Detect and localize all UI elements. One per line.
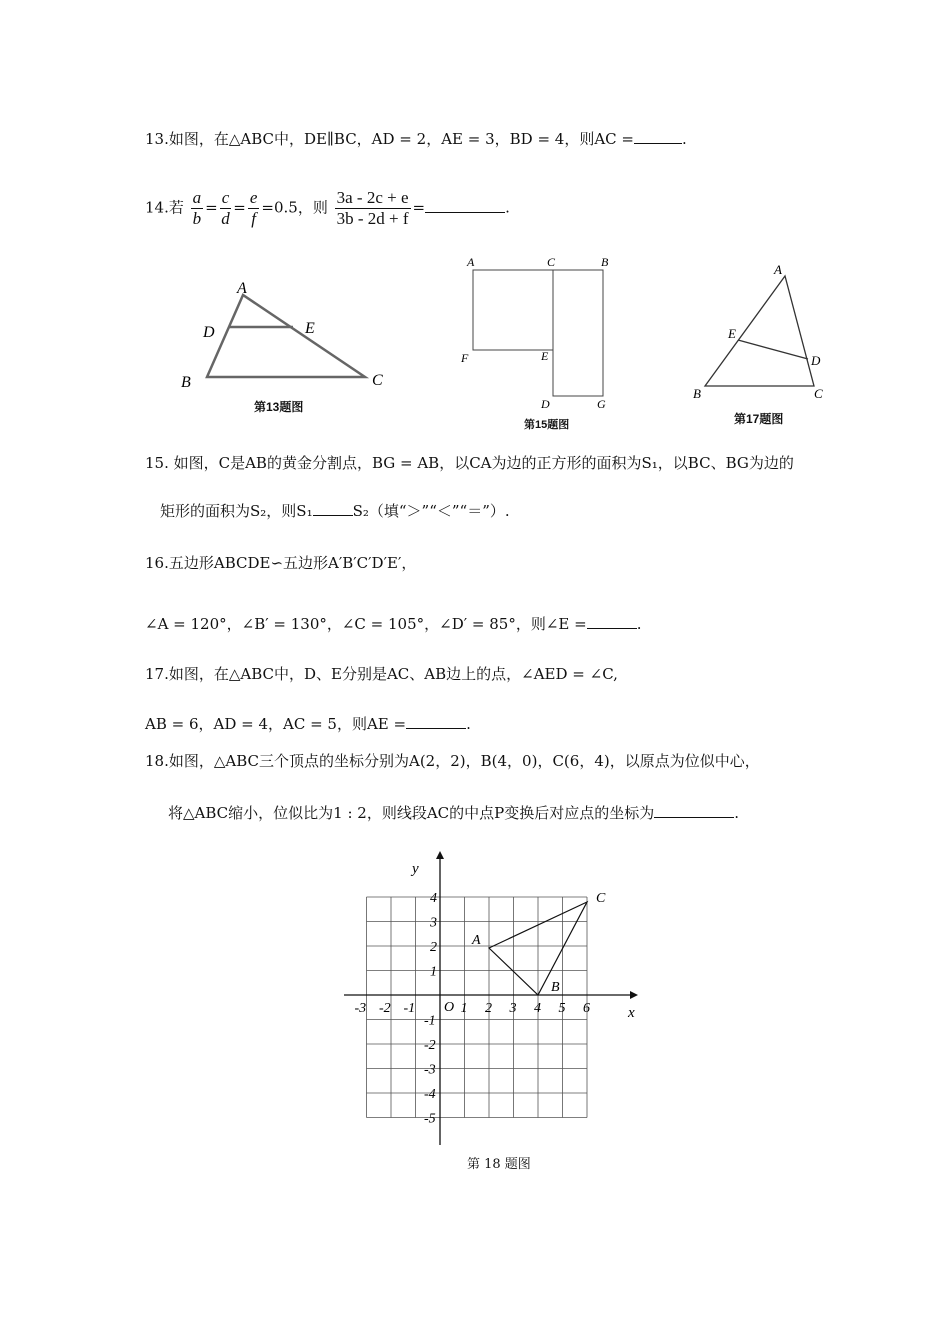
- q15-line2a: 矩形的面积为S₂，则S₁: [160, 502, 313, 520]
- q13-text: 13.如图，在△ABC中，DE∥BC，AD = 2，AE = 3，BD = 4，则AC =: [145, 130, 634, 148]
- q17-answer-blank[interactable]: [406, 714, 466, 729]
- fig15-label-f: F: [461, 351, 469, 365]
- q16-answer-blank[interactable]: [587, 614, 637, 629]
- fig18-y-tick-label: 4: [430, 891, 437, 906]
- fig18-x-tick-label: 6: [583, 1001, 590, 1016]
- fig18-label-b: B: [551, 980, 560, 995]
- fig18-x-tick-label: 1: [460, 1001, 468, 1016]
- question-16-line-1: 16.五边形ABCDE∽五边形A′B′C′D′E′，: [145, 554, 417, 572]
- fig17-triangle: [705, 276, 814, 386]
- q14-frac-a-b: $\frac{a}{b}$: [192, 188, 202, 228]
- fig15-square: [473, 270, 553, 350]
- fig18-x-tick-label: 2: [485, 1001, 492, 1016]
- fig18-x-tick-label: 4: [534, 1001, 541, 1016]
- q14-frac-e-f: $\frac{e}{f}$: [249, 188, 258, 228]
- fig17-label-b: B: [693, 386, 701, 401]
- q14-big-frac: $\frac{3a - 2c + e}{3b - 2d + f}$: [336, 188, 409, 228]
- fig18-x-tick-label: -2: [379, 1001, 391, 1016]
- fig18-y-tick-label: -5: [424, 1111, 436, 1127]
- fig15-label-g: G: [597, 397, 606, 411]
- fig18-y-tick-label: 2: [430, 940, 437, 955]
- fig18-y-tick-label: -2: [424, 1038, 436, 1053]
- question-17-line-1: 17.如图，在△ABC中，D、E分别是AC、AB边上的点，∠AED = ∠C,: [145, 665, 618, 683]
- fig17-segment-ed: [738, 340, 808, 359]
- q14-frac-c-d: $\frac{c}{d}$: [221, 188, 230, 228]
- question-15-line-1: 15. 如图，C是AB的黄金分割点，BG = AB，以CA为边的正方形的面积为S₁，以BC、BG为边的: [145, 454, 794, 472]
- fig13-label-e: E: [305, 320, 315, 337]
- q17-line2: AB = 6，AD = 4，AC = 5，则AE =: [145, 715, 407, 733]
- fig18-x-tick-label: 5: [558, 1001, 566, 1016]
- fig18-grid: [367, 897, 588, 1118]
- fig15-rectangle: [553, 270, 603, 396]
- q18-line2: 将△ABC缩小，位似比为1 : 2，则线段AC的中点P变换后对应点的坐标为: [168, 804, 655, 822]
- fig18-y-arrow: [436, 851, 444, 859]
- figure-17: [690, 262, 835, 407]
- q18-answer-blank[interactable]: [654, 803, 734, 818]
- fig18-x-tick-label: 3: [509, 1001, 517, 1016]
- fig15-label-b: B: [601, 255, 609, 269]
- fig18-x-tick-label: -1: [403, 1001, 416, 1016]
- fig13-caption: 第13题图: [254, 400, 304, 414]
- question-13: 13.如图，在△ABC中，DE∥BC，AD = 2，AE = 3，BD = 4，则AC = .: [145, 130, 687, 148]
- fig18-origin-label: O: [444, 1000, 455, 1015]
- fig13-label-a: A: [237, 280, 247, 297]
- q14-prefix: 14.若: [145, 198, 184, 217]
- fig15-caption: 第15题图: [524, 419, 570, 431]
- fig18-y-tick-label: -1: [424, 1013, 436, 1029]
- fig13-label-d: D: [203, 324, 215, 341]
- figure-15: [455, 252, 630, 412]
- q14-eq: =0.5，则: [261, 198, 328, 217]
- fig15-label-e: E: [541, 349, 549, 363]
- question-16-line-2: ∠A = 120°，∠B′ = 130°，∠C = 105°，∠D′ = 85°，则∠E = .: [145, 615, 642, 633]
- question-18-line-2: 将△ABC缩小，位似比为1 : 2，则线段AC的中点P变换后对应点的坐标为 .: [168, 804, 740, 822]
- q15-answer-blank[interactable]: [313, 501, 353, 516]
- fig18-y-tick-label: 1: [430, 964, 437, 980]
- fig17-label-a: A: [774, 262, 782, 277]
- fig13-label-c: C: [372, 372, 383, 389]
- q13-answer-blank[interactable]: [634, 129, 682, 144]
- question-18-line-1: 18.如图，△ABC三个顶点的坐标分别为A(2，2)，B(4，0)，C(6，4)，以原点为位似中心，: [145, 752, 760, 770]
- fig18-y-label: y: [412, 861, 419, 877]
- fig13-triangle: [207, 295, 365, 377]
- fig15-label-c: C: [547, 255, 556, 269]
- fig17-label-c: C: [814, 386, 823, 401]
- question-17-line-2: AB = 6，AD = 4，AC = 5，则AE = .: [145, 715, 471, 733]
- question-14: 14.若 $\frac{a}{b}$ = $\frac{c}{d}$ = $\frac{e}{f}$ =0.5，则 $\frac{3a - 2c + e}{3b - 2d + f}$ = .: [145, 188, 510, 228]
- fig13-label-b: B: [181, 374, 191, 391]
- fig18-y-tick-label: 3: [430, 915, 437, 931]
- question-15-line-2: [160, 500, 510, 521]
- fig18-y-tick-label: -4: [424, 1087, 436, 1102]
- fig18-x-ticks: [355, 1001, 591, 1016]
- q16-line2: ∠A = 120°，∠B′ = 130°，∠C = 105°，∠D′ = 85°，则∠E =: [145, 615, 587, 633]
- fig17-caption: 第17题图: [734, 412, 784, 426]
- fig17-label-d: D: [811, 353, 821, 368]
- fig18-y-ticks: [424, 891, 437, 1127]
- fig18-x-label: x: [628, 1005, 635, 1021]
- q14-answer-blank[interactable]: [425, 198, 505, 213]
- figure-18-coordinate-grid: [330, 845, 650, 1155]
- fig17-label-e: E: [728, 326, 736, 341]
- fig18-y-tick-label: -3: [424, 1062, 436, 1078]
- fig15-label-d: D: [541, 397, 550, 411]
- fig18-caption: 第 18 题图: [467, 1157, 531, 1172]
- fig18-label-c: C: [596, 891, 606, 906]
- fig18-label-a: A: [472, 933, 481, 948]
- fig15-label-a: A: [467, 255, 475, 269]
- fig18-x-arrow: [630, 991, 638, 999]
- q15-line2b: S₂（填“＞”“＜”“＝”）.: [352, 502, 510, 520]
- fig18-x-tick-label: -3: [354, 1001, 367, 1016]
